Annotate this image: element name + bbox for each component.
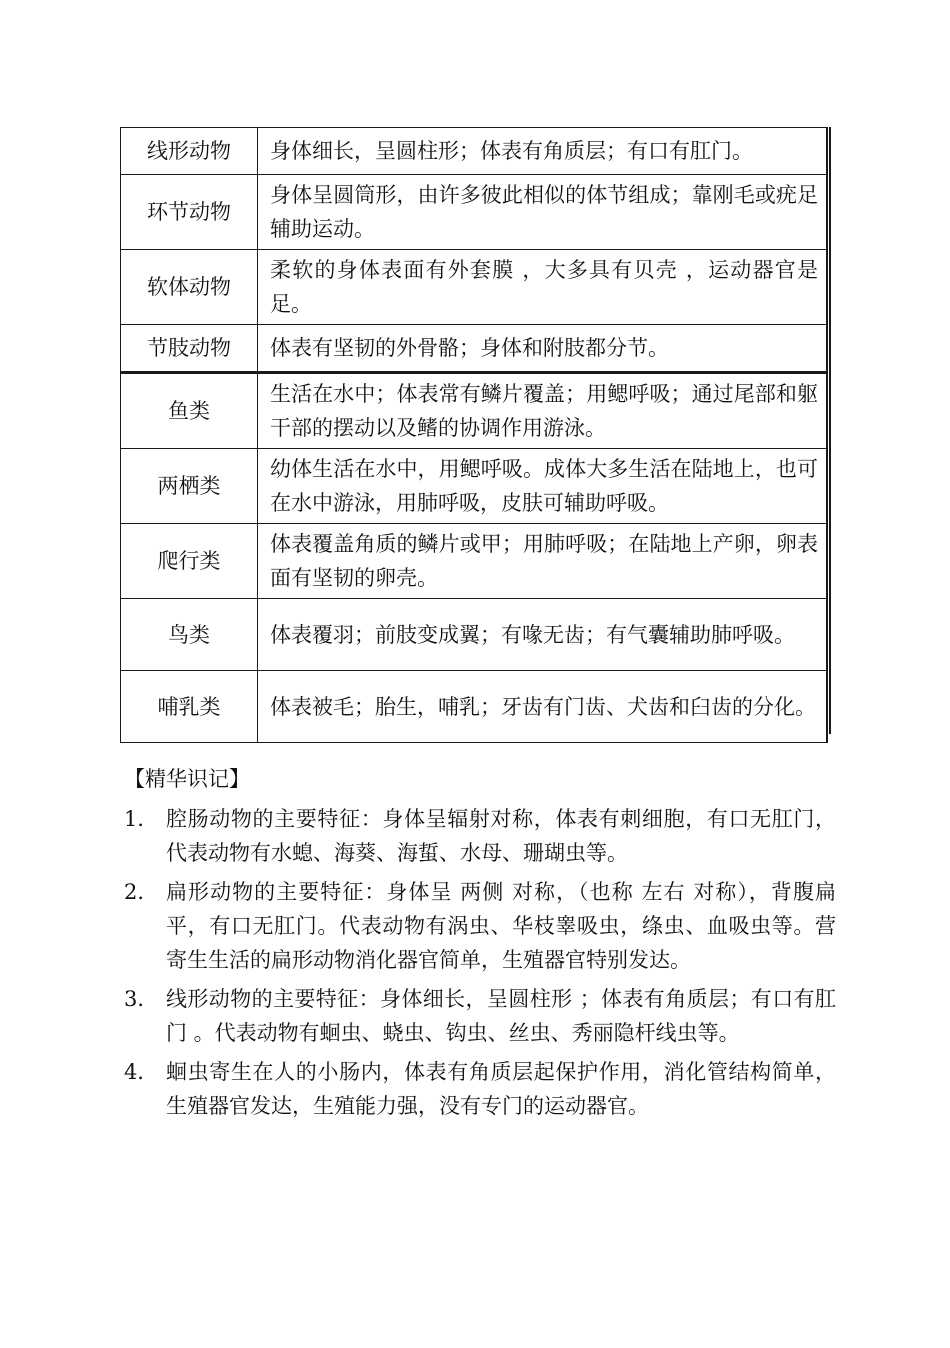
animal-traits-table-container (120, 127, 828, 743)
animal-group-description: 体表有坚韧的外骨骼；身体和附肢都分节。 (258, 325, 828, 373)
key-points-heading: 【精华识记】 (124, 767, 250, 791)
table-row (121, 524, 828, 599)
table-row (121, 599, 828, 671)
table-row (121, 671, 828, 743)
key-point-number: 2． (124, 880, 159, 904)
animal-group-description: 体表覆羽；前肢变成翼；有喙无齿；有气囊辅助肺呼吸。 (258, 599, 828, 671)
table-row (121, 175, 828, 250)
table-row (121, 449, 828, 524)
key-point-number: 4． (124, 1060, 159, 1084)
key-point-text: 线形动物的主要特征：身体细长，呈圆柱形 ；体表有角质层；有口有肛门 。代表动物有蛔虫、蛲虫、钩虫、丝虫、秀丽隐杆线虫等。 (166, 987, 836, 1045)
animal-group-description: 身体呈圆筒形，由许多彼此相似的体节组成；靠刚毛或疣足辅助运动。 (258, 175, 828, 250)
animal-group-name: 线形动物 (121, 128, 258, 175)
animal-group-description: 生活在水中；体表常有鳞片覆盖；用鳃呼吸；通过尾部和躯干部的摆动以及鳍的协调作用游泳。 (258, 373, 828, 449)
key-point-text: 腔肠动物的主要特征：身体呈辐射对称，体表有刺细胞，有口无肛门，代表动物有水螅、海葵、海蜇、水母、珊瑚虫等。 (166, 807, 836, 865)
animal-group-name: 哺乳类 (121, 671, 258, 743)
key-point-number: 3． (124, 987, 159, 1011)
animal-group-description: 幼体生活在水中，用鳃呼吸。成体大多生活在陆地上，也可在水中游泳，用肺呼吸，皮肤可辅助呼吸。 (258, 449, 828, 524)
animal-traits-table (120, 127, 828, 743)
animal-group-description: 柔软的身体表面有外套膜 ，大多具有贝壳 ，运动器官是足。 (258, 250, 828, 325)
key-point-text: 蛔虫寄生在人的小肠内，体表有角质层起保护作用，消化管结构简单，生殖器官发达，生殖能力强，没有专门的运动器官。 (166, 1060, 836, 1118)
animal-group-name: 软体动物 (121, 250, 258, 325)
animal-group-name: 两栖类 (121, 449, 258, 524)
table-row (121, 325, 828, 373)
table-right-rule (829, 127, 831, 734)
key-points-section (124, 762, 836, 1128)
key-point-item (124, 982, 836, 1050)
table-row (121, 128, 828, 175)
animal-group-name: 鱼类 (121, 373, 258, 449)
animal-group-name: 节肢动物 (121, 325, 258, 373)
table-row (121, 250, 828, 325)
table-row (121, 373, 828, 449)
key-point-number: 1． (124, 807, 159, 831)
animal-group-description: 身体细长，呈圆柱形；体表有角质层；有口有肛门。 (258, 128, 828, 175)
animal-group-name: 鸟类 (121, 599, 258, 671)
key-point-item (124, 1055, 836, 1123)
animal-group-name: 爬行类 (121, 524, 258, 599)
key-point-item (124, 875, 836, 977)
animal-group-description: 体表覆盖角质的鳞片或甲；用肺呼吸；在陆地上产卵，卵表面有坚韧的卵壳。 (258, 524, 828, 599)
animal-group-name: 环节动物 (121, 175, 258, 250)
animal-group-description: 体表被毛；胎生，哺乳；牙齿有门齿、犬齿和臼齿的分化。 (258, 671, 828, 743)
key-point-item (124, 802, 836, 870)
key-point-text: 扁形动物的主要特征：身体呈 两侧 对称，（也称 左右 对称），背腹扁平，有口无肛门。代表动物有涡虫、华枝睾吸虫，绦虫、血吸虫等。营寄生生活的扁形动物消化器官简单，生殖器官特别发达。 (166, 880, 836, 972)
